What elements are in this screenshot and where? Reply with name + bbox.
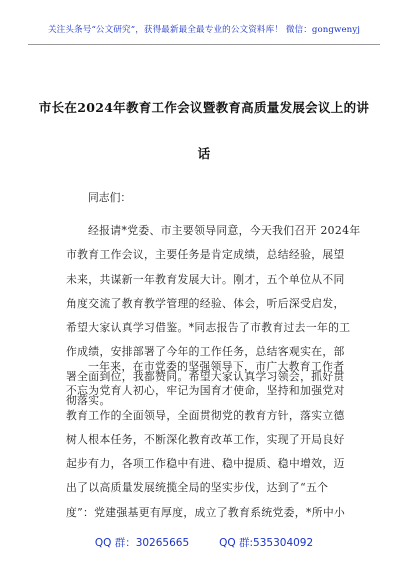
document-title-line-1: 市长在2024年教育工作会议暨教育高质量发展会议上的讲	[38, 100, 370, 115]
paragraph-line: 出了以高质量发展统揽全局的坚实步伐，达到了“五个	[66, 481, 329, 495]
paragraph-line: 经报请*党委、市主要领导同意，今天我们召开 2024年	[88, 224, 361, 237]
paragraph-line: 不忘为党育人初心，牢记为国育才使命，坚持和加强党对	[66, 384, 345, 398]
paragraph-line: 市教育工作会议，主要任务是肯定成绩，总结经验，展望	[66, 248, 345, 262]
paragraph-line: 彻落实。	[66, 394, 111, 408]
header-divider	[28, 44, 380, 45]
paragraph-line: 署全面到位，我都赞同。希望大家认真学习领会，抓好贯	[66, 369, 345, 383]
document-title-line-2: 话	[197, 146, 211, 161]
header-promo-note: 关注头条号“公文研究”，获得最新最全最专业的公文资料库！ 微信：gongwenyj	[47, 25, 361, 35]
paragraph-line: 希望大家认真学习借鉴。*同志报告了市教育过去一年的工	[66, 321, 351, 335]
footer-qq-group-1: QQ 群：30265665	[94, 537, 190, 549]
paragraph-line: 一年来，在市党委的坚强领导下，市广大教育工作者	[88, 360, 345, 373]
paragraph-2	[66, 355, 366, 525]
footer-qq-groups	[0, 535, 408, 550]
greeting: 同志们：	[88, 191, 132, 204]
paragraph-line: 未来，共谋新一年教育发展大计。刚才，五个单位从不同	[66, 272, 345, 286]
paragraph-line: 作成绩，安排部署了今年的工作任务，总结客观实在，部	[66, 345, 345, 359]
footer-qq-group-2: QQ 群:535304092	[219, 537, 314, 549]
paragraph-line: 起步有力，各项工作稳中有进、稳中提质、稳中增效，迈	[66, 457, 345, 471]
paragraph-line: 树人根本任务，不断深化教育改革工作，实现了开局良好	[66, 432, 345, 446]
paragraph-line: 教育工作的全面领导，全面贯彻党的教育方针，落实立德	[66, 408, 345, 422]
paragraph-line: 角度交流了教育教学管理的经验、体会，听后深受启发，	[66, 296, 345, 310]
paragraph-line: 度”：党建强基更有厚度，成立了教育系统党委，*所中小	[66, 505, 346, 519]
